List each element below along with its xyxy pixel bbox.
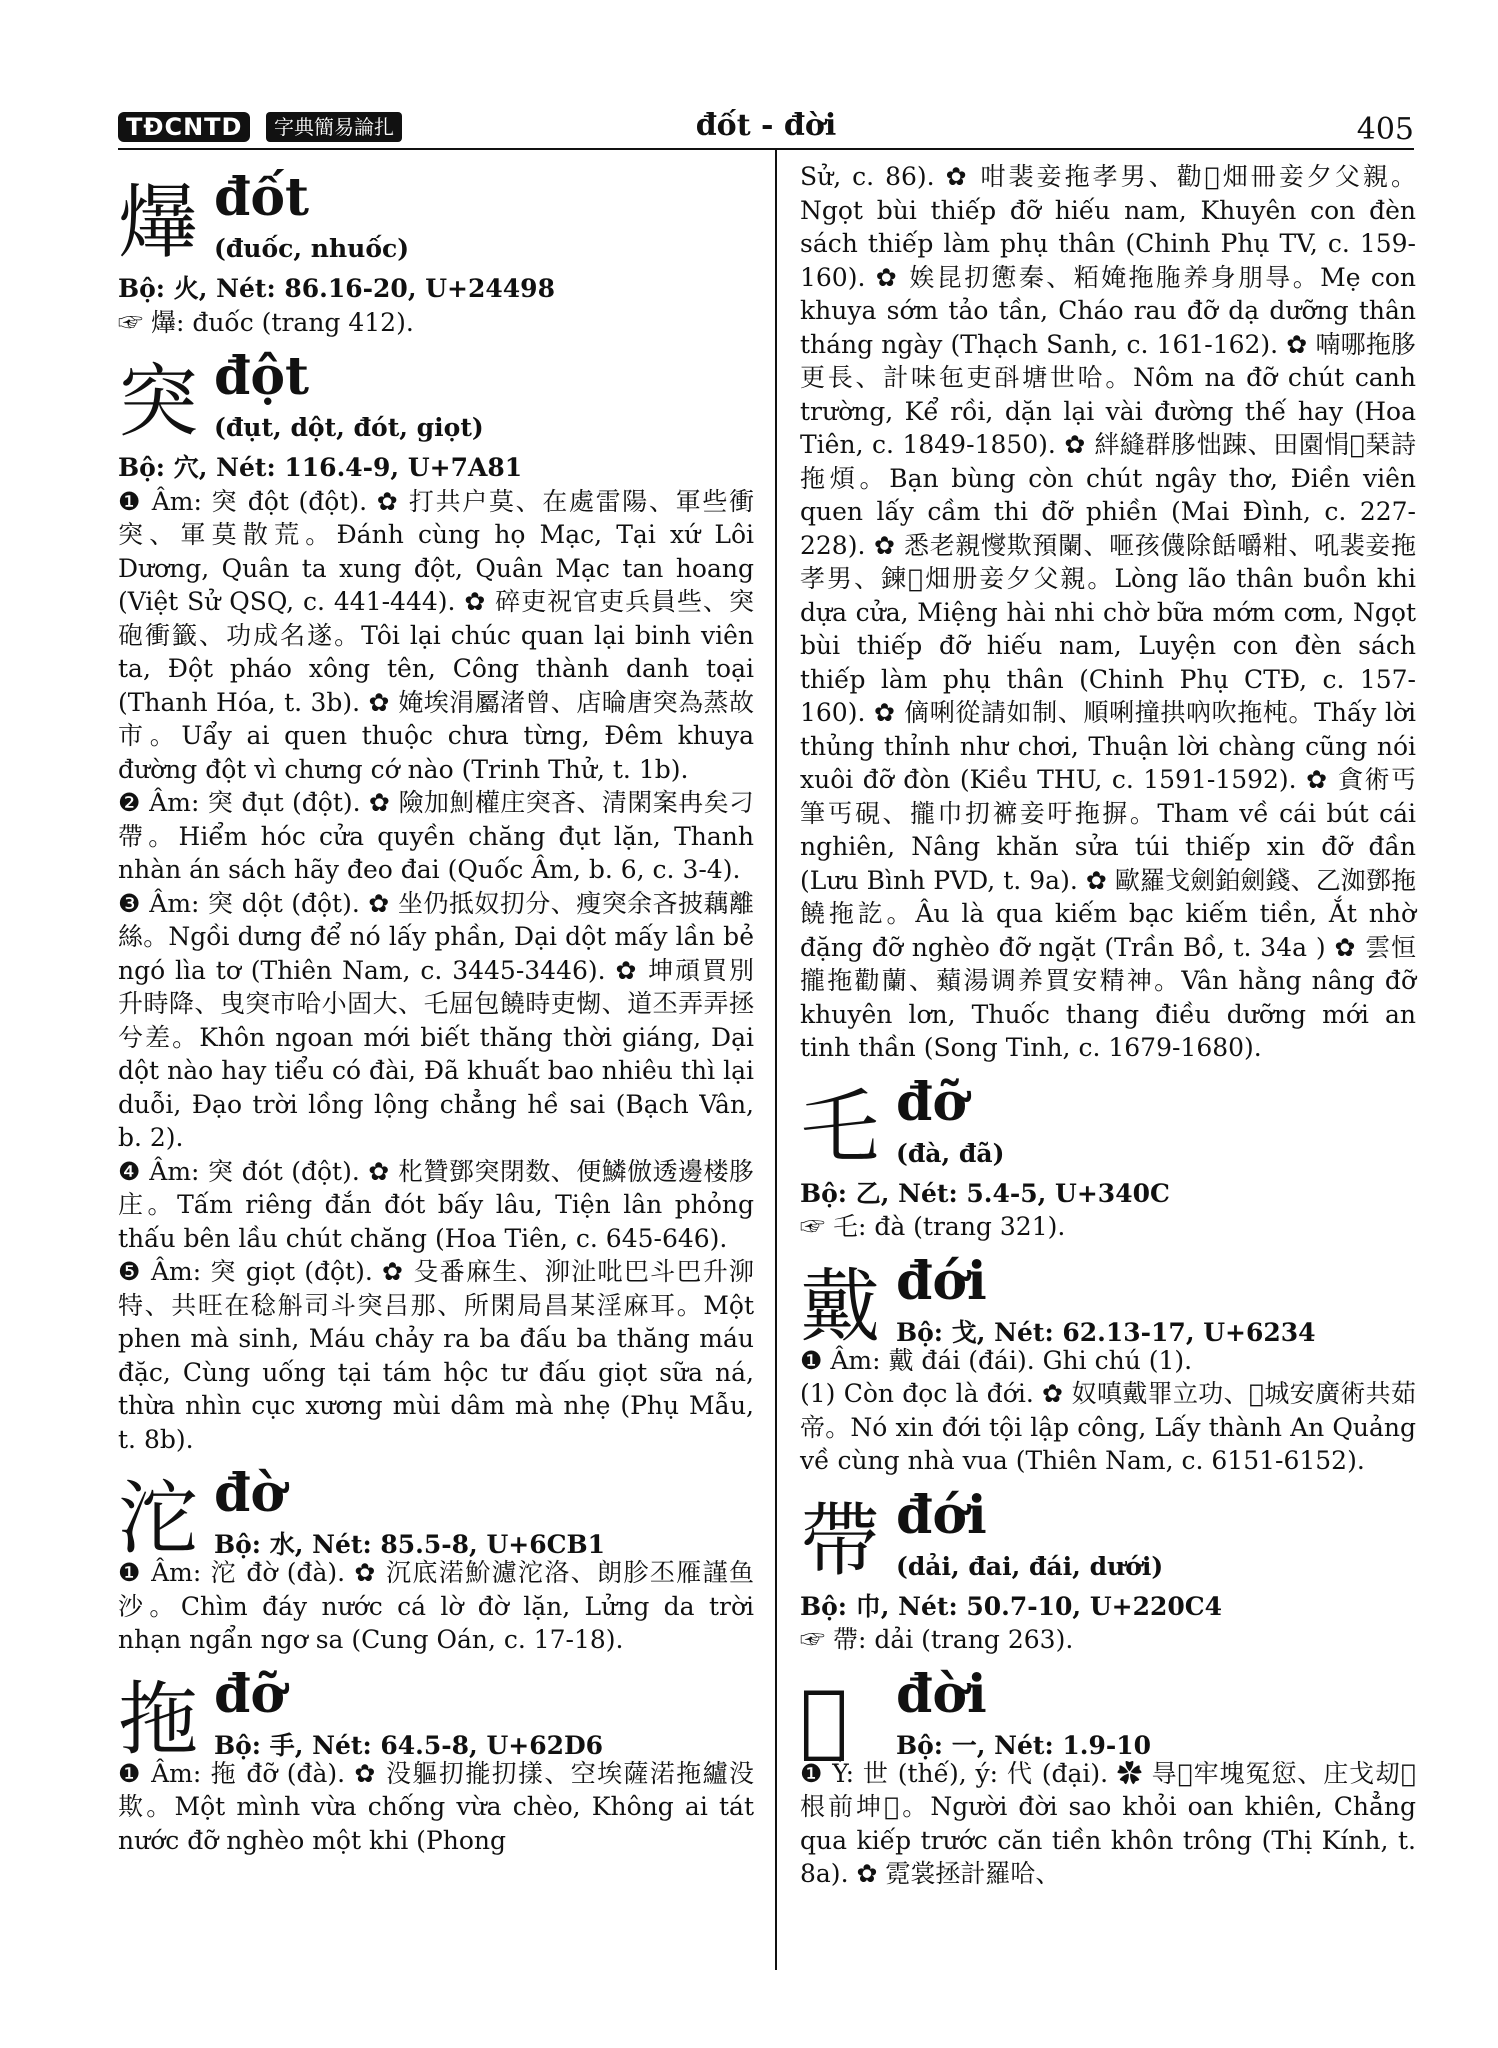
entry-paragraph: ☞ 帶: dải (trang 263). (800, 1625, 1074, 1654)
right-column (800, 160, 1416, 1891)
head-character: 爗 (118, 176, 198, 269)
entry-header (800, 1663, 1416, 1766)
entry-header (118, 1463, 754, 1565)
entry-header (118, 168, 754, 272)
head-character: 乇 (800, 1080, 880, 1174)
entry-paragraph: ❸ Âm: 突 dột (đột). ✿ 坐仍抵奴㧅分、瘦突余吝披藕離絲。Ngồi dưng để nó lấy phần, Dại dột mấy lần bẻ ngó lìa tơ (Thiên Nam, c. 3445-3446). ✿ 坤頑買別升時降、曳突市哈小固大、乇屈包饒時吏㥘、道丕弄弄拯兮差。Khôn ngoan mới biết thăng thời giáng, Dại dột nào hay tiểu có đài, Đã khuất bao nhiêu thì lại duỗi, Đạo trời lồng lộng chẳng hề sai (Bạch Vân, b. 2). (118, 888, 754, 1152)
headword: đờ (214, 1463, 286, 1524)
entry-paragraph: ❶ Âm: 戴 đái (đái). Ghi chú (1). (800, 1345, 1193, 1375)
entry-header (800, 1073, 1416, 1177)
page-title: đốt - đời (695, 108, 837, 143)
entry-meta: Bộ: 穴, Nét: 116.4-9, U+7A81 (118, 453, 523, 482)
entry-header (800, 1486, 1416, 1590)
entry-paragraph: ❶ Âm: 拖 đỡ (đà). ✿ 没軀㧅㨢㧅㨾、空埃薩渃拖纑没欺。Một mình vừa chống vừa chèo, Không ai tát nước đỡ nghèo một khi (Phong (118, 1758, 754, 1855)
dictionary-entry (800, 1252, 1416, 1478)
column-divider (775, 150, 777, 1970)
head-character: 突 (118, 355, 198, 448)
dictionary-entry (118, 1464, 754, 1657)
entry-paragraph: ☞ 爗: đuốc (trang 412). (118, 307, 414, 337)
entry-paragraph: Sử, c. 86). ✿ 咁裴妾拖孝男、勸𤋵畑冊妾夕父親。Ngọt bùi thiếp đỡ hiếu nam, Khuyên con đèn sách thiếp làm phụ thân (Chinh Phụ TV, c. 159-160). ✿ 娭昆㧅㦣秦、粨㛪拖胣养身朋㝵。Mẹ con khuya sớm tảo tần, Cháo rau đỡ dạ dưỡng thân tháng ngày (Thạch Sanh, c. 161-162). ✿ 喃哪拖䏧更長、計味㐌吏㪶塘世哈。Nôm na đỡ chút canh trường, Kể rồi, dặn lại vài đường thế hay (Hoa Tiên, c. 1849-1850). ✿ 絆縫群䏧㤕踈、田園悁𥘀琹詩拖煩。Bạn bùng còn chút ngây thơ, Điền viên quen lấy cầm thi đỡ phiền (Mai Đình, c. 227-228). ✿ 悉老親㦪欺預闌、咂孩㒝除餂嚼粓、吼裴妾拖孝男、鍊𤋵畑册妾夕父親。Lòng lão thân buồn khi dựa cửa, Miệng hài nhi chờ bữa mớm cơm, Ngọt bùi thiếp đỡ hiếu nam, Luyện con đèn sách thiếp làm phụ thân (Chinh Phụ CTĐ, c. 157-160). ✿ 㒀唎從請如制、順唎撞拱吶吹拖杶。Thấy lời thủng thỉnh như chơi, Thuận lời chàng cũng nói xuôi đỡ đòn (Kiều THU, c. 1591-1592). ✿ 貪術丐筆丐硯、攏巾㧅褯妾吁拖摒。Tham về cái bút cái nghiên, Nâng khăn sửa túi thiếp xin đỡ đần (Lưu Bình PVD, t. 9a). ✿ 歐羅戈劍鉑劍錢、乙洳鄧拖饒拖訖。Âu là qua kiếm bạc kiếm tiền, Ắt nhờ đặng đỡ nghèo đỡ ngặt (Trần Bồ, t. 34a ) ✿ 雲恒攏拖勸蘭、蘱湯调养買安精神。Vân hằng nâng đỡ khuyên lơn, Thuốc thang điều dưỡng mới an tinh thần (Song Tinh, c. 1679-1680). (800, 162, 1416, 1062)
entry-continuation (800, 160, 1416, 1065)
headword: đột (214, 346, 310, 407)
headword: đới (896, 1250, 987, 1312)
entry-meta: Bộ: 巾, Nét: 50.7-10, U+220C4 (800, 1591, 1223, 1621)
entry-meta: Bộ: 乙, Nét: 5.4-5, U+340C (800, 1178, 1170, 1208)
entry-meta: Bộ: 水, Nét: 85.5-8, U+6CB1 (214, 1530, 606, 1559)
headword: đời (896, 1663, 987, 1725)
header-rule (118, 148, 1414, 150)
entry-header (800, 1250, 1416, 1353)
left-column (118, 160, 754, 1857)
head-character: 沱 (118, 1472, 198, 1565)
headword: đỡ (214, 1663, 286, 1725)
entry-paragraph: ❶ Ý: 世 (thế), ý: 代 (đại). ✿ 㝵𠁀牢塊冤愆、庄戈刧𣋚根前坤𣌋。Người đời sao khỏi oan khiên, Chẳng qua kiếp trước căn tiền khôn trông (Thị Kính, t. 8a). ✿ 霓裳拯計羅哈、 (800, 1758, 1416, 1888)
page-header (118, 108, 1414, 150)
headword: đốt (214, 167, 310, 228)
han-nom-logo: 字典簡易論扎 (266, 112, 402, 142)
entry-paragraph: ❶ Âm: 突 đột (đột). ✿ 打共户莫、在處雷陽、軍些衝突、軍莫散荒。Đánh cùng họ Mạc, Tại xứ Lôi Dương, Quân ta xung đột, Quân Mạc tan hoang (Việt Sử QSQ, c. 441-444). ✿ 碎吏祝官吏兵員些、突砲衝籤、功成名遂。Tôi lại chúc quan lại binh viên ta, Đột pháo xông tên, Công thành danh toại (Thanh Hóa, t. 3b). ✿ 㛪埃涓屬渚曾、店㫻唐突為蒸故市。Uẩy ai quen thuộc chưa từng, Đêm khuya đường đột vì chưng cớ nào (Trinh Thử, t. 1b). (118, 486, 754, 784)
headword: đỡ (896, 1071, 968, 1133)
entry-paragraph: ❶ Âm: 沱 đờ (đà). ✿ 沉底渃魪濾沱洛、朗胗丕雁謹鱼沙。Chìm đáy nước cá lờ đờ lặn, Lửng da trời nhạn ngẩn ngơ sa (Cung Oán, c. 17-18). (118, 1558, 754, 1654)
dictionary-entry (118, 1665, 754, 1858)
entry-paragraph: ❷ Âm: 突 đụt (đột). ✿ 險加魝權庄突吝、清閑案冉矣刁帶。Hiểm hóc cửa quyền chăng đụt lặn, Thanh nhàn án sách hãy đeo đai (Quốc Âm, b. 6, c. 3-4). (118, 788, 754, 884)
entry-header (118, 1663, 754, 1766)
dictionary-entry (118, 347, 754, 1456)
entry-paragraph: (1) Còn đọc là đới. ✿ 奴嗔戴罪立功、𥘀城安廣術共茹帝。Nó xin đới tội lập công, Lấy thành An Quảng về cùng nhà vua (Thiên Nam, c. 6151-6152). (800, 1379, 1416, 1475)
headword: đới (896, 1484, 987, 1546)
entry-paragraph: ❹ Âm: 突 đót (đột). ✿ 朼贊鄧突閉数、便鱗倣透邊楼䏧庄。Tấm riêng đắn đót bấy lâu, Tiện lân phỏng thấu bên lầu chút chăng (Hoa Tiên, c. 645-646). (118, 1156, 754, 1253)
head-character: 帶 (800, 1493, 880, 1587)
dictionary-entry (118, 168, 754, 339)
entry-meta: Bộ: 戈, Nét: 62.13-17, U+6234 (896, 1317, 1316, 1347)
head-character: 拖 (118, 1672, 198, 1766)
variant-readings: (đụt, dột, đót, giọt) (214, 413, 484, 442)
variant-readings: (đà, đã) (896, 1138, 1005, 1168)
dictionary-entry (800, 1073, 1416, 1244)
head-character: 戴 (800, 1259, 880, 1353)
dictionary-entry (800, 1486, 1416, 1657)
publisher-logo: TĐCNTD (118, 112, 250, 142)
variant-readings: (dải, đai, đái, dưới) (896, 1551, 1164, 1581)
entry-paragraph: ❺ Âm: 突 giọt (đột). ✿ 殳番麻生、泖沚吡巴斗巴升泖特、共旺在稔斛司斗突吕那、所閑局昌某淫麻耳。Một phen mà sinh, Máu chảy ra ba đấu ba thăng máu đặc, Cùng uống tại tám hộc tư đấu giọt sữa ná, thừa nhìn cục xương mùi dâm mà nhẹ (Phụ Mẫu, t. 8b). (118, 1257, 754, 1454)
entry-meta: Bộ: 火, Nét: 86.16-20, U+24498 (118, 274, 555, 303)
entry-meta: Bộ: 一, Nét: 1.9-10 (896, 1730, 1152, 1760)
head-character: 𠁀 (800, 1672, 849, 1766)
dictionary-entry (800, 1665, 1416, 1891)
entry-meta: Bộ: 手, Nét: 64.5-8, U+62D6 (214, 1730, 604, 1760)
entry-paragraph: ☞ 乇: đà (trang 321). (800, 1212, 1066, 1241)
variant-readings: (đuốc, nhuốc) (214, 234, 410, 263)
page-number: 405 (1356, 112, 1414, 147)
entry-header (118, 347, 754, 451)
